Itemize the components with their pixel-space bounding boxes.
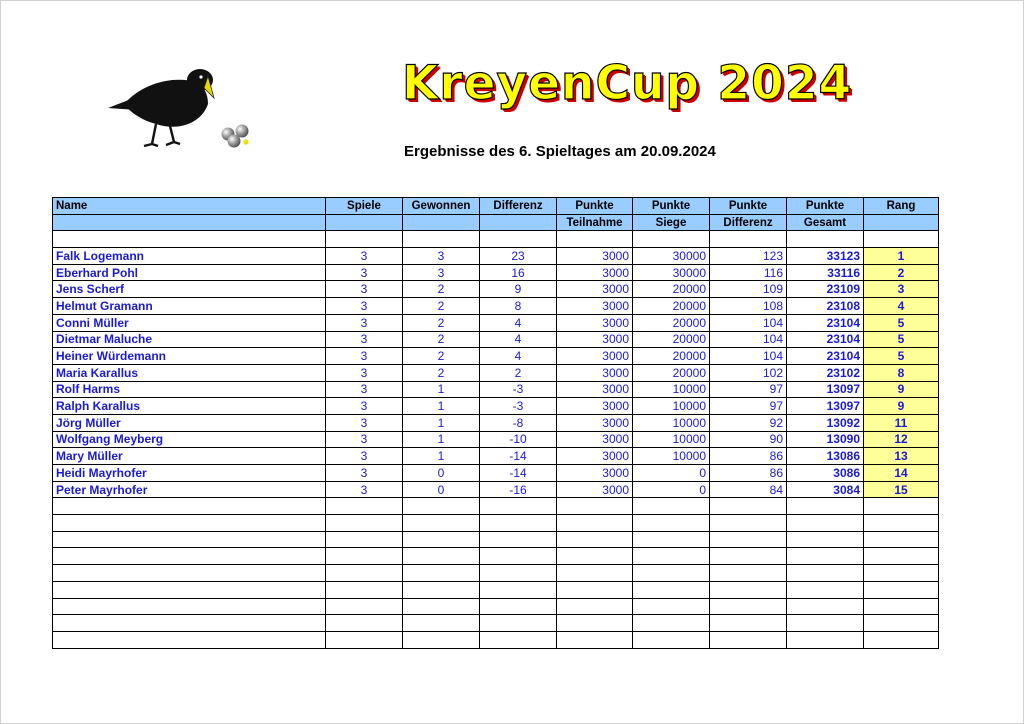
cell-gewonnen: 2 [403, 298, 480, 315]
cell-teilnahme: 3000 [557, 465, 633, 482]
table-row [53, 398, 939, 415]
cell-name: Peter Mayrhofer [53, 481, 326, 498]
cell-gesamt: 13086 [787, 448, 864, 465]
table-row [53, 481, 939, 498]
cell-teilnahme: 3000 [557, 348, 633, 365]
cell-differenz: 8 [480, 298, 557, 315]
cell-siege: 20000 [633, 298, 710, 315]
cell-gesamt: 3084 [787, 481, 864, 498]
cell-gewonnen: 2 [403, 314, 480, 331]
cell-rang: 12 [864, 431, 939, 448]
cell-spiele: 3 [326, 248, 403, 265]
header-row [53, 198, 939, 215]
cell-gesamt: 3086 [787, 465, 864, 482]
cell-spiele: 3 [326, 264, 403, 281]
cell-rang: 14 [864, 465, 939, 482]
header-row [53, 214, 939, 231]
cell-name: Jörg Müller [53, 414, 326, 431]
cell-gewonnen: 1 [403, 431, 480, 448]
cell-name: Eberhard Pohl [53, 264, 326, 281]
cell-gesamt: 23109 [787, 281, 864, 298]
header-cell: Gewonnen [403, 198, 480, 215]
cell-differenz: -3 [480, 381, 557, 398]
cell-name: Conni Müller [53, 314, 326, 331]
cell-siege: 0 [633, 465, 710, 482]
cell-differenz: -10 [480, 431, 557, 448]
table-row [53, 314, 939, 331]
cell-gesamt: 13097 [787, 398, 864, 415]
cell-siege: 30000 [633, 248, 710, 265]
cell-rang: 2 [864, 264, 939, 281]
cell-teilnahme: 3000 [557, 381, 633, 398]
cell-teilnahme: 3000 [557, 314, 633, 331]
cell-spiele: 3 [326, 431, 403, 448]
cell-pdiff: 102 [710, 364, 787, 381]
cell-spiele: 3 [326, 481, 403, 498]
cell-differenz: -14 [480, 465, 557, 482]
cell-rang: 4 [864, 298, 939, 315]
crow-with-boules-icon [104, 64, 256, 156]
cell-differenz: -8 [480, 414, 557, 431]
cell-gewonnen: 2 [403, 331, 480, 348]
table-row [53, 381, 939, 398]
cell-pdiff: 97 [710, 381, 787, 398]
cell-gesamt: 13090 [787, 431, 864, 448]
table-row [53, 281, 939, 298]
cell-pdiff: 104 [710, 331, 787, 348]
cell-name: Wolfgang Meyberg [53, 431, 326, 448]
cell-teilnahme: 3000 [557, 481, 633, 498]
cell-teilnahme: 3000 [557, 248, 633, 265]
cell-gewonnen: 1 [403, 414, 480, 431]
cell-teilnahme: 3000 [557, 298, 633, 315]
cell-rang: 9 [864, 381, 939, 398]
cell-rang: 5 [864, 314, 939, 331]
table-row [53, 431, 939, 448]
cell-siege: 30000 [633, 264, 710, 281]
cell-differenz: -16 [480, 481, 557, 498]
cell-siege: 10000 [633, 398, 710, 415]
results-table [52, 197, 939, 649]
cell-differenz: 2 [480, 364, 557, 381]
cell-gesamt: 13097 [787, 381, 864, 398]
cell-teilnahme: 3000 [557, 431, 633, 448]
cell-differenz: 9 [480, 281, 557, 298]
cell-teilnahme: 3000 [557, 398, 633, 415]
cell-name: Helmut Gramann [53, 298, 326, 315]
cell-siege: 10000 [633, 381, 710, 398]
cell-differenz: -3 [480, 398, 557, 415]
cell-rang: 8 [864, 364, 939, 381]
cell-name: Jens Scherf [53, 281, 326, 298]
table-row [53, 264, 939, 281]
cell-gesamt: 33123 [787, 248, 864, 265]
cell-spiele: 3 [326, 398, 403, 415]
empty-row [53, 531, 939, 548]
cell-gewonnen: 1 [403, 448, 480, 465]
cell-name: Falk Logemann [53, 248, 326, 265]
header-cell: Name [53, 198, 326, 215]
cell-rang: 11 [864, 414, 939, 431]
cell-name: Ralph Karallus [53, 398, 326, 415]
cell-teilnahme: 3000 [557, 281, 633, 298]
table-row [53, 248, 939, 265]
cell-siege: 10000 [633, 431, 710, 448]
cell-spiele: 3 [326, 448, 403, 465]
cell-spiele: 3 [326, 364, 403, 381]
cell-rang: 5 [864, 331, 939, 348]
cell-pdiff: 84 [710, 481, 787, 498]
table-row [53, 364, 939, 381]
cell-pdiff: 104 [710, 314, 787, 331]
cell-teilnahme: 3000 [557, 331, 633, 348]
cell-rang: 13 [864, 448, 939, 465]
header-cell: Teilnahme [557, 214, 633, 231]
empty-row [53, 581, 939, 598]
cell-teilnahme: 3000 [557, 448, 633, 465]
cell-siege: 20000 [633, 331, 710, 348]
table-row [53, 414, 939, 431]
header-cell: Siege [633, 214, 710, 231]
cell-spiele: 3 [326, 414, 403, 431]
cell-spiele: 3 [326, 331, 403, 348]
cell-gewonnen: 3 [403, 248, 480, 265]
cell-siege: 10000 [633, 414, 710, 431]
cell-pdiff: 116 [710, 264, 787, 281]
cell-differenz: 4 [480, 348, 557, 365]
empty-row [53, 631, 939, 648]
header-cell [326, 214, 403, 231]
cell-spiele: 3 [326, 298, 403, 315]
cell-pdiff: 92 [710, 414, 787, 431]
table-row [53, 348, 939, 365]
cell-gesamt: 23104 [787, 331, 864, 348]
cell-siege: 20000 [633, 348, 710, 365]
cell-differenz: 16 [480, 264, 557, 281]
cell-gewonnen: 3 [403, 264, 480, 281]
spacer-row [53, 231, 939, 248]
header-cell: Punkte [710, 198, 787, 215]
cell-pdiff: 123 [710, 248, 787, 265]
page-title: KreyenCup 2024 [402, 56, 853, 111]
cell-gewonnen: 1 [403, 381, 480, 398]
cell-differenz: 4 [480, 331, 557, 348]
empty-row [53, 615, 939, 632]
table-row [53, 448, 939, 465]
cell-rang: 9 [864, 398, 939, 415]
empty-row [53, 498, 939, 515]
header-cell: Gesamt [787, 214, 864, 231]
cell-gesamt: 23104 [787, 348, 864, 365]
cell-differenz: 23 [480, 248, 557, 265]
cell-siege: 10000 [633, 448, 710, 465]
cell-teilnahme: 3000 [557, 264, 633, 281]
cell-pdiff: 108 [710, 298, 787, 315]
cell-differenz: 4 [480, 314, 557, 331]
header-cell [864, 214, 939, 231]
cell-gesamt: 23108 [787, 298, 864, 315]
header-cell: Rang [864, 198, 939, 215]
header-cell: Punkte [633, 198, 710, 215]
header-cell: Punkte [787, 198, 864, 215]
cell-pdiff: 86 [710, 465, 787, 482]
empty-row [53, 565, 939, 582]
cell-name: Heidi Mayrhofer [53, 465, 326, 482]
cell-siege: 20000 [633, 364, 710, 381]
header-cell [403, 214, 480, 231]
logo [104, 64, 256, 156]
table-row [53, 465, 939, 482]
cell-pdiff: 90 [710, 431, 787, 448]
header-cell: Differenz [480, 198, 557, 215]
cell-spiele: 3 [326, 314, 403, 331]
cell-siege: 20000 [633, 281, 710, 298]
empty-row [53, 515, 939, 532]
cell-gesamt: 23104 [787, 314, 864, 331]
cell-pdiff: 109 [710, 281, 787, 298]
cell-gewonnen: 0 [403, 465, 480, 482]
header-cell [53, 214, 326, 231]
cell-rang: 3 [864, 281, 939, 298]
cell-rang: 5 [864, 348, 939, 365]
cell-differenz: -14 [480, 448, 557, 465]
cell-teilnahme: 3000 [557, 414, 633, 431]
cell-gewonnen: 1 [403, 398, 480, 415]
cell-spiele: 3 [326, 281, 403, 298]
cell-siege: 0 [633, 481, 710, 498]
cell-rang: 15 [864, 481, 939, 498]
header-cell: Punkte [557, 198, 633, 215]
cell-spiele: 3 [326, 465, 403, 482]
cell-name: Heiner Würdemann [53, 348, 326, 365]
header-cell: Spiele [326, 198, 403, 215]
empty-row [53, 548, 939, 565]
empty-row [53, 598, 939, 615]
cell-name: Maria Karallus [53, 364, 326, 381]
cell-gesamt: 13092 [787, 414, 864, 431]
cell-spiele: 3 [326, 348, 403, 365]
cell-gewonnen: 2 [403, 364, 480, 381]
cell-name: Mary Müller [53, 448, 326, 465]
page-subtitle: Ergebnisse des 6. Spieltages am 20.09.2024 [404, 143, 716, 160]
header-cell [480, 214, 557, 231]
cell-pdiff: 104 [710, 348, 787, 365]
cell-gewonnen: 2 [403, 348, 480, 365]
cell-gesamt: 23102 [787, 364, 864, 381]
cell-gesamt: 33116 [787, 264, 864, 281]
cell-rang: 1 [864, 248, 939, 265]
header-cell: Differenz [710, 214, 787, 231]
cell-name: Rolf Harms [53, 381, 326, 398]
cell-pdiff: 86 [710, 448, 787, 465]
table-row [53, 331, 939, 348]
cell-spiele: 3 [326, 381, 403, 398]
cell-gewonnen: 0 [403, 481, 480, 498]
cell-siege: 20000 [633, 314, 710, 331]
cell-pdiff: 97 [710, 398, 787, 415]
table-row [53, 298, 939, 315]
cell-gewonnen: 2 [403, 281, 480, 298]
cell-name: Dietmar Maluche [53, 331, 326, 348]
cell-teilnahme: 3000 [557, 364, 633, 381]
